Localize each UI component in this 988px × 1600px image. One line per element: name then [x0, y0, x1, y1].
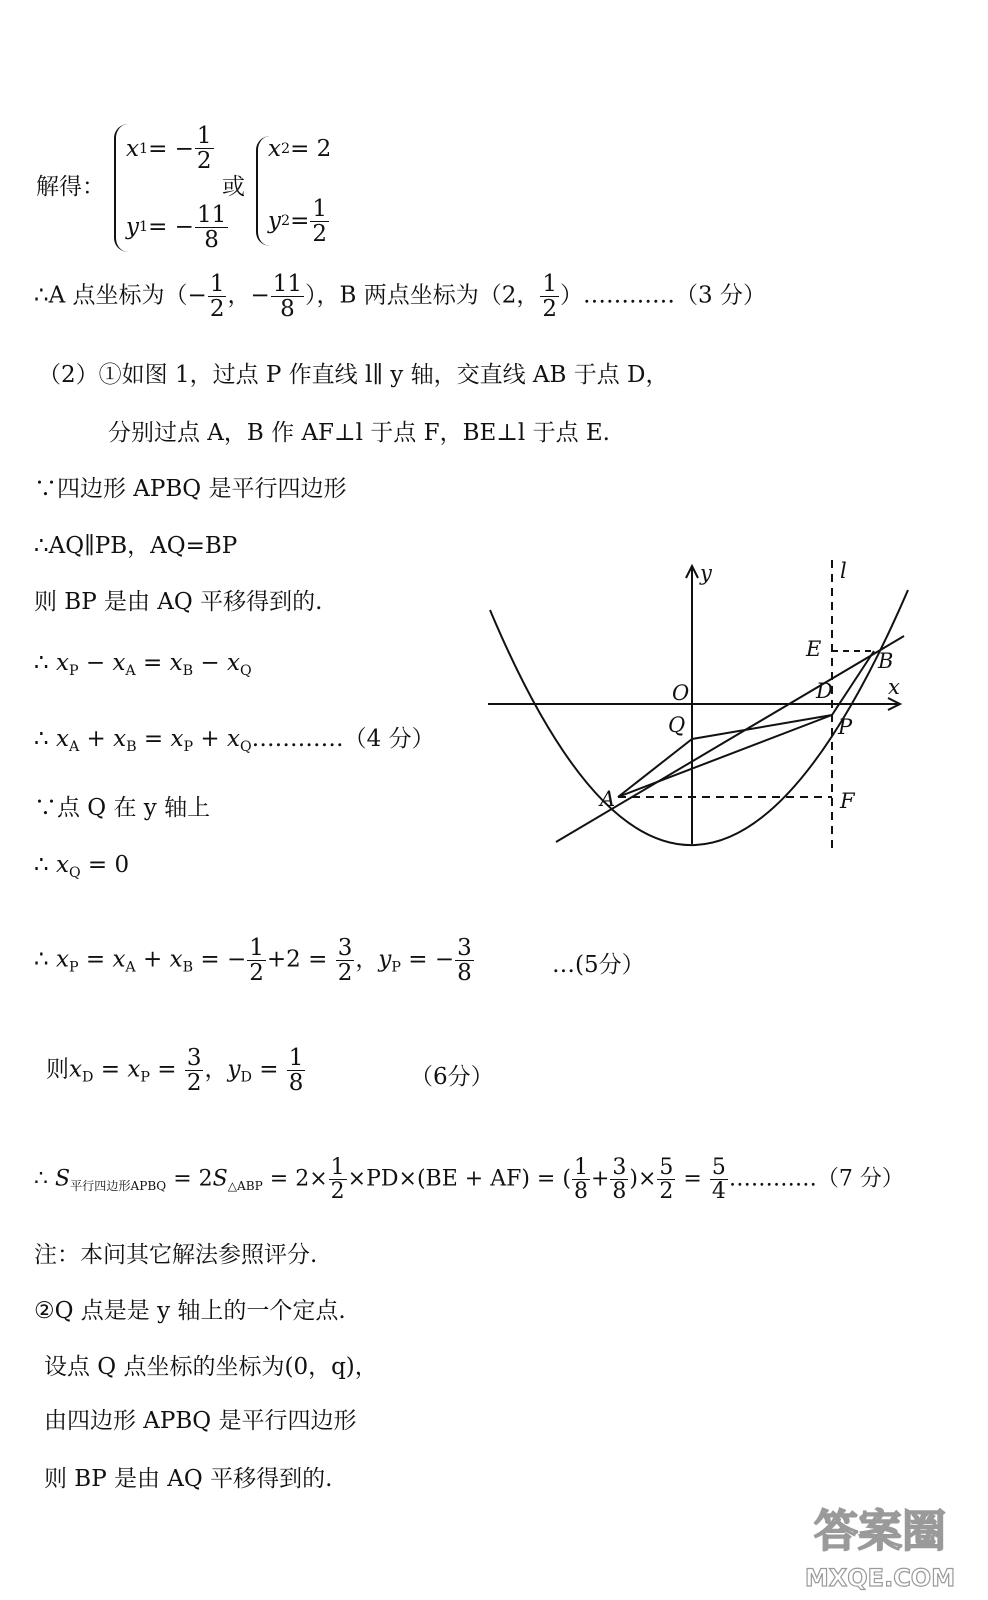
equation-sum: ∴ $x_A + x_B = x_P$ + $x_Q\dots\dots\dots\dots(4$ 分）: [34, 726, 435, 755]
area-equation: ∴ $S_{平行四边形APBQ} = 2S_{\triangle ABP} = 2\times$ $\frac{1}{2}$ ×PD×(BE + AF) = ( $\frac{1}{8}$ + $\frac{3}{8}$ )× $\frac{5}{2}$ = $\frac{5}{4}$ …………（7 分）: [34, 1155, 904, 1205]
label-x: x: [888, 675, 900, 699]
label-y: y: [700, 561, 712, 585]
segment-ap: [618, 715, 832, 797]
label-f: F: [840, 789, 855, 813]
watermark-cn: 答案圈: [814, 1506, 946, 1557]
label-d: D: [816, 679, 833, 703]
q2-intro: ②Q 点是是 y 轴上的一个定点.: [34, 1298, 346, 1324]
xp-equation: ∴ $x_P = x_A + x_B$ = − $\frac{1}{2}$ +2 = $\frac{3}{2}$ ，$y_P$ = − $\frac{3}{8}$: [34, 935, 472, 987]
label-l: l: [840, 560, 847, 583]
solution-system-2: [256, 136, 331, 246]
xq-equation: ∴ $x_Q = 0$: [34, 852, 130, 881]
segment-qp: [692, 715, 832, 739]
coords-line: ∴A 点坐标为（− $\frac{1}{2}$ ，− $\frac{11}{8}$ ），B 两点坐标为（2， $\frac{1}{2}$ ）…………（3 分）: [34, 271, 766, 323]
label-q: Q: [668, 713, 686, 737]
xd-equation: 则$x_D = x_P$ = $\frac{3}{2}$ ，$y_D$ = $\frac{1}{8}$: [46, 1045, 304, 1097]
label-b: B: [878, 649, 894, 673]
y1-equation: y 1 = − $\frac{11}{8}$: [126, 201, 227, 253]
fraction: $\frac{1}{2}$: [312, 195, 327, 247]
fraction: $\frac{11}{8}$: [196, 201, 227, 253]
watermark-en: MXQE.COM: [804, 1564, 956, 1592]
y2-equation: y 2 = $\frac{1}{2}$: [268, 195, 327, 247]
x2-equation: x 2 = 2: [268, 136, 332, 162]
figure-1-diagram: [484, 560, 910, 856]
score-6: （6分）: [410, 1064, 494, 1090]
solution-system-1: [114, 124, 229, 252]
note: 注：本问其它解法参照评分.: [34, 1242, 318, 1268]
part2-intro: （2）①如图 1，过点 P 作直线 l∥ y 轴，交直线 AB 于点 D，: [38, 362, 669, 388]
translation-statement: 则 BP 是由 AQ 平移得到的.: [34, 589, 323, 615]
because-parallelogram-2: 由四边形 APBQ 是平行四边形: [44, 1408, 357, 1434]
perpendicular-line: 分别过点 A，B 作 AF⊥l 于点 F，BE⊥l 于点 E.: [108, 420, 610, 446]
solve-label: 解得：: [36, 174, 105, 200]
x1-equation: x 1 = − $\frac{1}{2}$: [126, 123, 212, 175]
label-e: E: [806, 637, 822, 661]
translation-statement-2: 则 BP 是由 AQ 平移得到的.: [44, 1466, 333, 1492]
because-parallelogram: ∵四边形 APBQ 是平行四边形: [34, 476, 347, 502]
fraction: $\frac{1}{2}$: [196, 123, 212, 175]
segment-pb: [832, 651, 874, 715]
score-5: …(5分）: [552, 952, 645, 978]
label-a: A: [600, 787, 616, 811]
label-p: P: [838, 715, 853, 739]
label-o: O: [672, 681, 690, 705]
therefore-parallel: ∴AQ∥PB，AQ=BP: [34, 533, 238, 559]
q-coordinate: 设点 Q 点坐标的坐标为(0，q)，: [44, 1354, 378, 1380]
equation-difference: ∴ $x_P - x_A = x_B - x_Q$: [34, 650, 252, 679]
because-q-on-axis: ∵点 Q 在 y 轴上: [34, 795, 211, 821]
or-word: 或: [222, 174, 245, 200]
site-watermark: [790, 1492, 970, 1592]
